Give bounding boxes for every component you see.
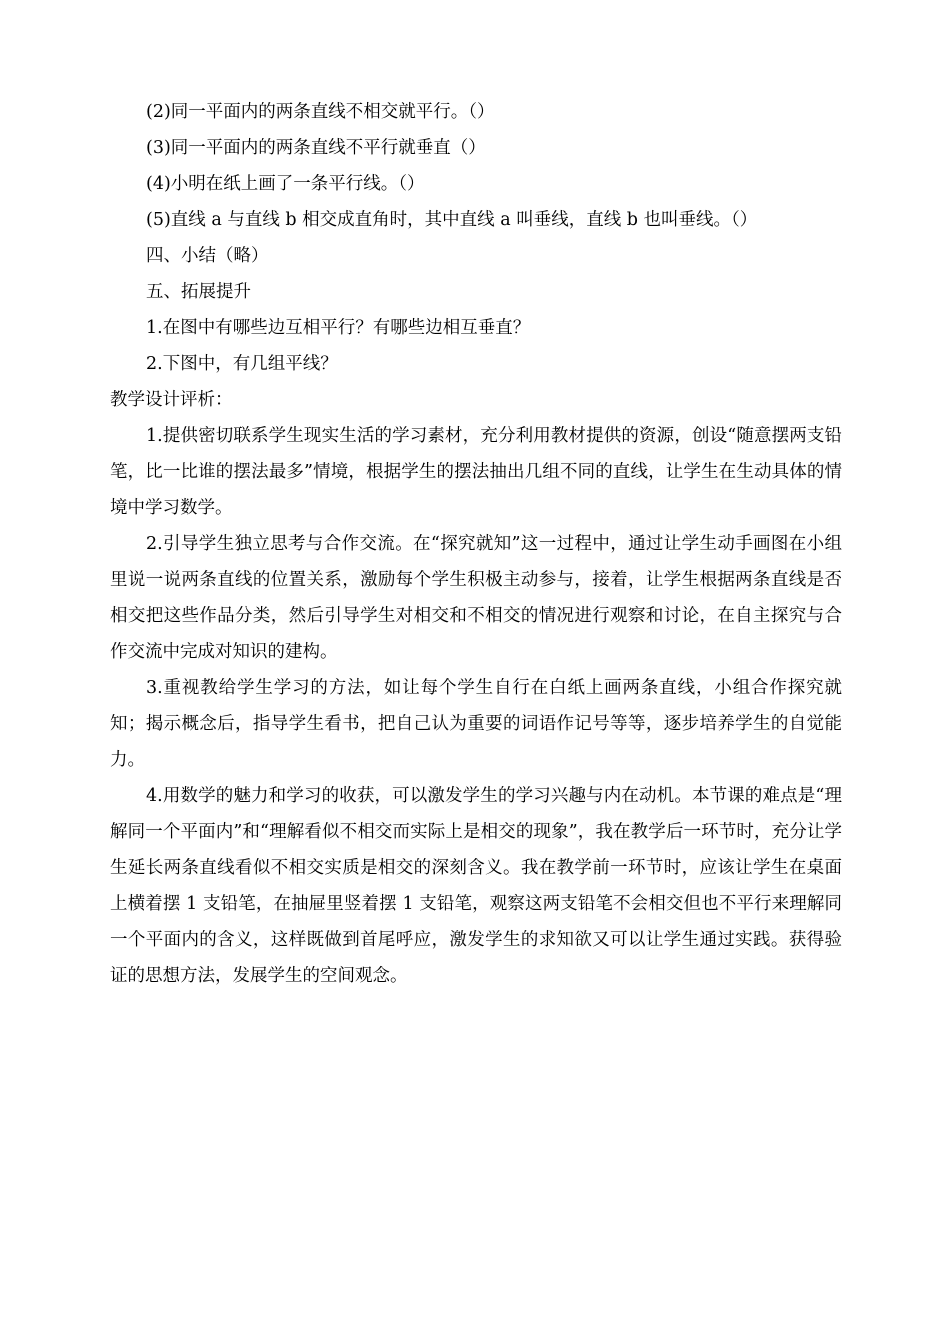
review-paragraph-1: 1.提供密切联系学生现实生活的学习素材，充分利用教材提供的资源，创设“随意摆两支铅笔，比一比谁的摆法最多”情境，根据学生的摆法抽出几组不同的直线，让学生在生动具体的情境中学习数学。 <box>110 426 842 518</box>
review-paragraph-2: 2.引导学生独立思考与合作交流。在“探究就知”这一过程中，通过让学生动手画图在小组里说一说两条直线的位置关系，激励每个学生积极主动参与，接着，让学生根据两条直线是否相交把这些作品分类，然后引导学生对相交和不相交的情况进行观察和讨论，在自主探究与合作交流中完成对知识的建构。 <box>110 534 842 662</box>
judgement-item-2: (2)同一平面内的两条直线不相交就平行。（） <box>146 102 495 122</box>
judgement-item-3: (3)同一平面内的两条直线不平行就垂直（） <box>146 138 486 158</box>
judgement-item-4: (4)小明在纸上画了一条平行线。（） <box>146 174 425 194</box>
judgement-item-5: (5)直线 a 与直线 b 相交成直角时，其中直线 a 叫垂线，直线 b 也叫垂线。（） <box>146 210 758 230</box>
extension-question-1: 1.在图中有哪些边互相平行？有哪些边相互垂直？ <box>146 318 531 338</box>
document-body <box>110 94 842 994</box>
section-extension-heading: 五、拓展提升 <box>146 282 251 302</box>
section-summary-heading: 四、小结（略） <box>146 246 269 266</box>
review-paragraph-4: 4.用数学的魅力和学习的收获，可以激发学生的学习兴趣与内在动机。本节课的难点是“理解同一个平面内”和“理解看似不相交而实际上是相交的现象”，我在教学后一环节时，充分让学生延长两条直线看似不相交实质是相交的深刻含义。我在教学前一环节时，应该让学生在桌面上横着摆 1 支铅笔，在抽屉里竖着摆 1 支铅笔，观察这两支铅笔不会相交但也不平行来理解同一个平面内的含义，这样既做到首尾呼应，激发学生的求知欲又可以让学生通过实践。获得验证的思想方法，发展学生的空间观念。 <box>110 786 842 986</box>
extension-question-2: 2.下图中，有几组平线？ <box>146 354 338 374</box>
design-review-heading: 教学设计评析： <box>110 390 233 410</box>
review-paragraph-3: 3.重视教给学生学习的方法，如让每个学生自行在白纸上画两条直线，小组合作探究就知；揭示概念后，指导学生看书，把自己认为重要的词语作记号等等，逐步培养学生的自觉能力。 <box>110 678 842 770</box>
